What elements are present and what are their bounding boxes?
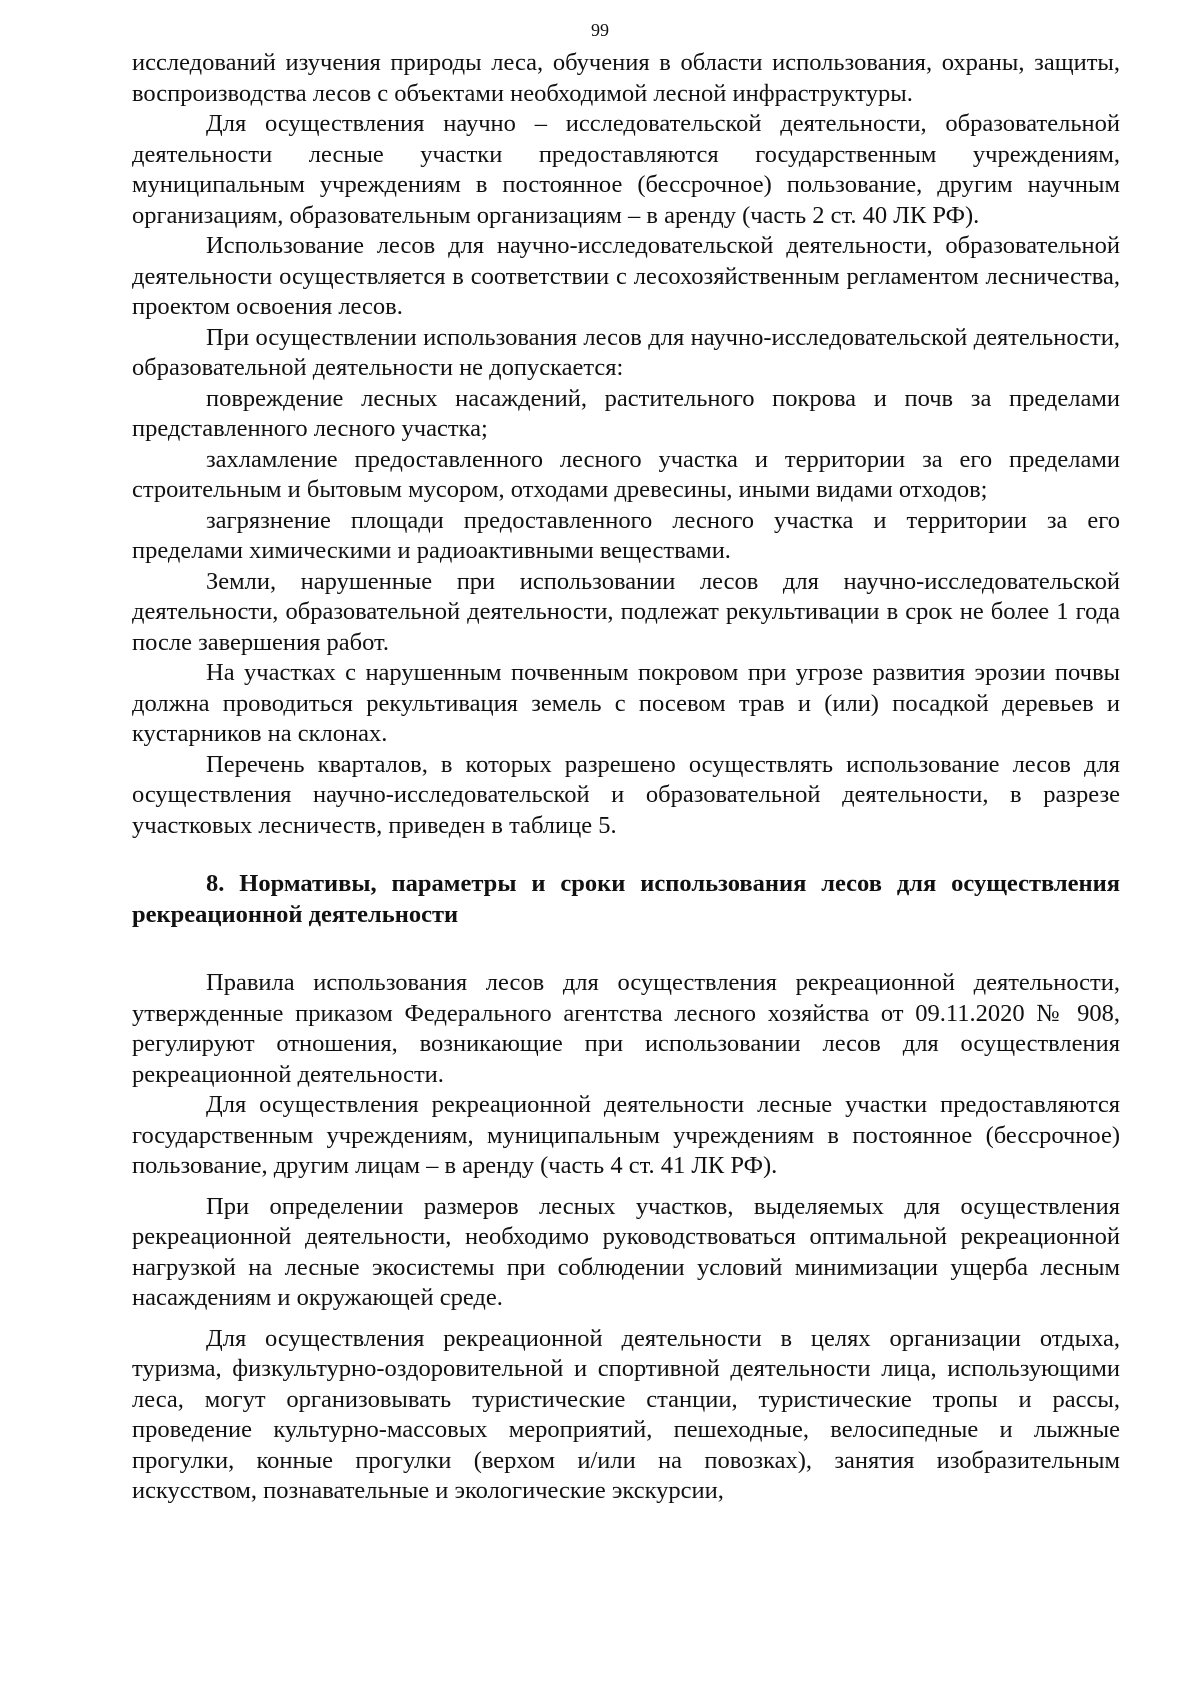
spacer xyxy=(132,1182,1120,1192)
paragraph-prohibition-pollution: загрязнение площади предоставленного лесного участка и территории за его пределами химическими и радиоактивными веществами. xyxy=(132,506,1120,564)
page-number: 99 xyxy=(591,20,609,40)
paragraph-prohibitions-intro: При осуществлении использования лесов для научно-исследовательской деятельности, образовательной деятельности не допускается: xyxy=(132,323,1120,381)
document-body xyxy=(132,48,1120,1507)
spacer xyxy=(132,1314,1120,1324)
paragraph-recreation-rules: Правила использования лесов для осуществления рекреационной деятельности, утвержденные приказом Федерального агентства лесного хозяйства от 09.11.2020 № 908, регулируют отношения, возникающие при использовании лесов для осуществления рекреационной деятельности. xyxy=(132,969,1120,1088)
paragraph-land-reclamation: Земли, нарушенные при использовании лесов для научно-исследовательской деятельности, образовательной деятельности, подлежат рекультивации в срок не более 1 года после завершения работ. xyxy=(132,567,1120,656)
paragraph-recreation-activities: Для осуществления рекреационной деятельности в целях организации отдыха, туризма, физкультурно-оздоровительной и спортивной деятельности лица, использующими леса, могут организовывать туристические станции, туристические тропы и рассы, проведение культурно-массовых мероприятий, пешеходные, велосипедные и лыжные прогулки, конные прогулки (верхом и/или на повозках), занятия изобразительным искусством, познавательные и экологические экскурсии, xyxy=(132,1324,1120,1504)
paragraph-prohibition-littering: захламление предоставленного лесного участка и территории за его пределами строительным и бытовым мусором, отходами древесины, иными видами отходов; xyxy=(132,445,1120,503)
paragraph-recreation-plots-provision: Для осуществления рекреационной деятельности лесные участки предоставляются государственным учреждениям, муниципальным учреждениям в постоянное (бессрочное) пользование, другим лицам – в аренду (часть 4 ст. 41 ЛК РФ). xyxy=(132,1091,1120,1179)
spacer xyxy=(132,841,1120,869)
paragraph-prohibition-damage: повреждение лесных насаждений, растительного покрова и почв за пределами представленного лесного участка; xyxy=(132,384,1120,442)
paragraph-research-plots-provision: Для осуществления научно – исследовательской деятельности, образовательной деятельности лесные участки предоставляются государственным учреждениям, муниципальным учреждениям в постоянное (бессрочное) пользование, другим научным организациям, образовательным организациям – в аренду (часть 2 ст. 40 ЛК РФ). xyxy=(132,110,1120,229)
paragraph-quarters-list-reference: Перечень кварталов, в которых разрешено осуществлять использование лесов для осуществления научно-исследовательской и образовательной деятельности, в разрезе участковых лесничеств, приведен в таблице 5. xyxy=(132,750,1120,839)
paragraph-plot-size-determination: При определении размеров лесных участков, выделяемых для осуществления рекреационной деятельности, необходимо руководствоваться оптимальной рекреационной нагрузкой на лесные экосистемы при соблюдении условий минимизации ущерба лесным насаждениям и окружающей среде. xyxy=(132,1192,1120,1311)
spacer xyxy=(132,930,1120,968)
paragraph-research-forest-use: Использование лесов для научно-исследовательской деятельности, образовательной деятельности осуществляется в соответствии с лесохозяйственным регламентом лесничества, проектом освоения лесов. xyxy=(132,232,1120,320)
section-heading: 8. Нормативы, параметры и сроки использования лесов для осуществления рекреационной деятельности xyxy=(132,870,1120,928)
paragraph-continuation: исследований изучения природы леса, обучения в области использования, охраны, защиты, воспроизводства лесов с объектами необходимой лесной инфраструктуры. xyxy=(132,49,1120,107)
paragraph-erosion-reclamation: На участках с нарушенным почвенным покровом при угрозе развития эрозии почвы должна проводиться рекультивация земель с посевом трав и (или) посадкой деревьев и кустарников на склонах. xyxy=(132,659,1120,747)
